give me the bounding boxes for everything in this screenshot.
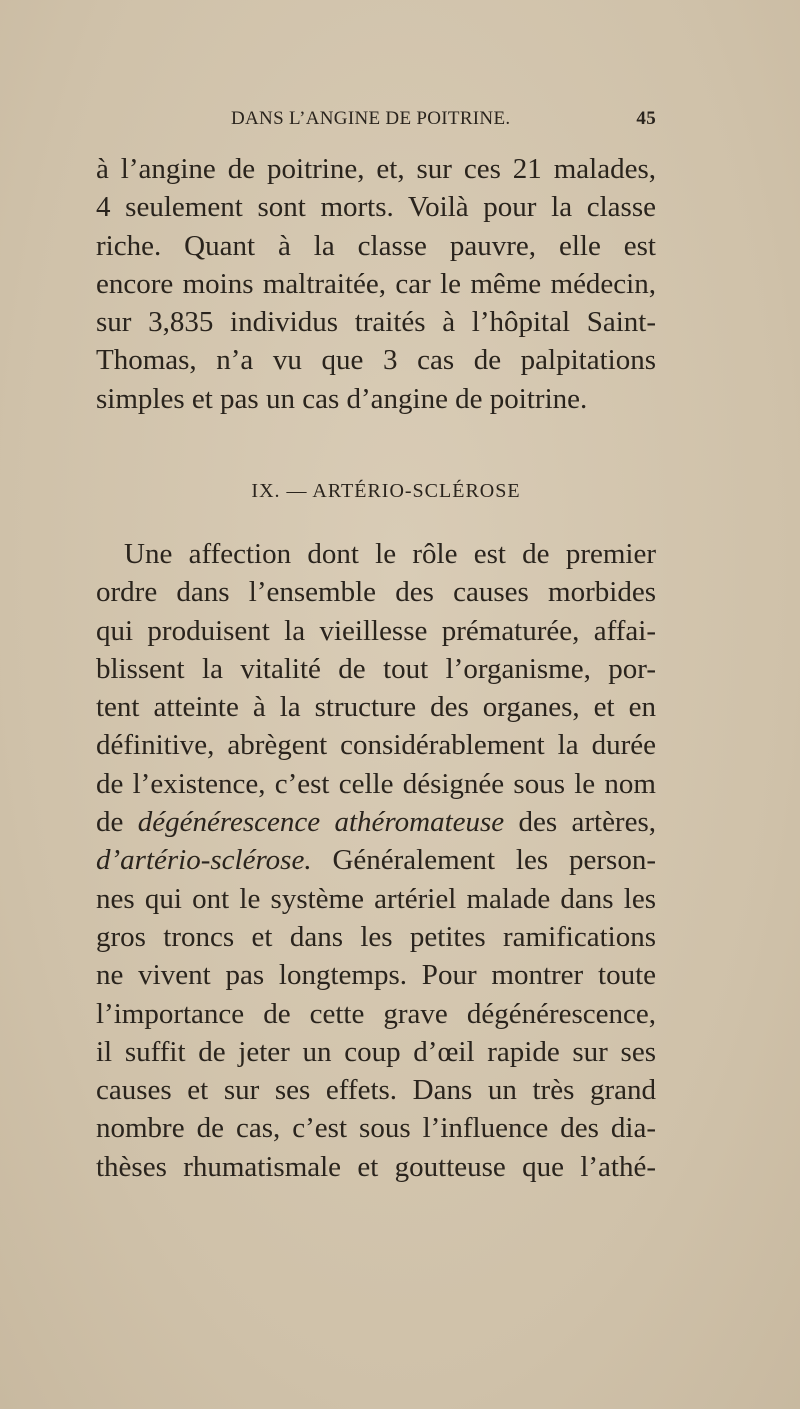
text-line: de l’existence, c’est celle désignée sous le nom [96,767,656,800]
text-line: sur 3,835 individus traités à l’hôpital Saint- [96,306,656,339]
text-line: simples et pas un cas d’angine de poitrine. [96,382,588,415]
italic-term: dégénérescence athéromateuse [137,806,505,839]
text-line: il suffit de jeter un coup d’œil rapide sur ses [96,1035,656,1068]
text-line: encore moins maltraitée, car le même médecin, [96,267,656,300]
text-fragment: de [96,806,138,839]
paragraph-arterio-sclerose [96,535,656,1186]
text-line: Thomas, n’a vu que 3 cas de palpitations [96,344,656,377]
text-line: définitive, abrègent considérablement la durée [96,729,656,762]
section-heading: IX. — ARTÉRIO-SCLÉROSE [251,480,521,502]
page-number: 45 [636,108,656,129]
text-fragment: Généralement les person- [311,844,656,877]
text-line: riche. Quant à la classe pauvre, elle est [96,229,656,262]
italic-term: d’artério-sclérose. [96,844,312,877]
text-line: nes qui ont le système artériel malade dans les [96,882,656,915]
running-head-title: DANS L’ANGINE DE POITRINE. [231,108,511,129]
text-line [96,841,656,879]
text-line: 4 seulement sont morts. Voilà pour la classe [96,191,656,224]
text-line: tent atteinte à la structure des organes, et en [96,691,656,724]
paragraph-continuation [96,150,656,418]
text-line [96,803,656,841]
text-line: gros troncs et dans les petites ramifications [96,920,656,953]
text-line: ordre dans l’ensemble des causes morbides [96,576,656,609]
text-line: causes et sur ses effets. Dans un très grand [96,1074,656,1107]
text-line: nombre de cas, c’est sous l’influence des dia- [96,1112,656,1145]
text-fragment: des artères, [504,806,656,839]
text-line: thèses rhumatismale et goutteuse que l’athé- [96,1150,656,1183]
text-line: qui produisent la vieillesse prématurée, affai- [96,614,656,647]
text-line: ne vivent pas longtemps. Pour montrer toute [96,959,656,992]
text-line: à l’angine de poitrine, et, sur ces 21 malades, [96,153,656,185]
text-line: l’importance de cette grave dégénérescence, [96,997,656,1030]
running-head [96,108,656,136]
text-line: Une affection dont le rôle est de premier [124,538,656,570]
text-line: blissent la vitalité de tout l’organisme, por- [96,652,656,685]
